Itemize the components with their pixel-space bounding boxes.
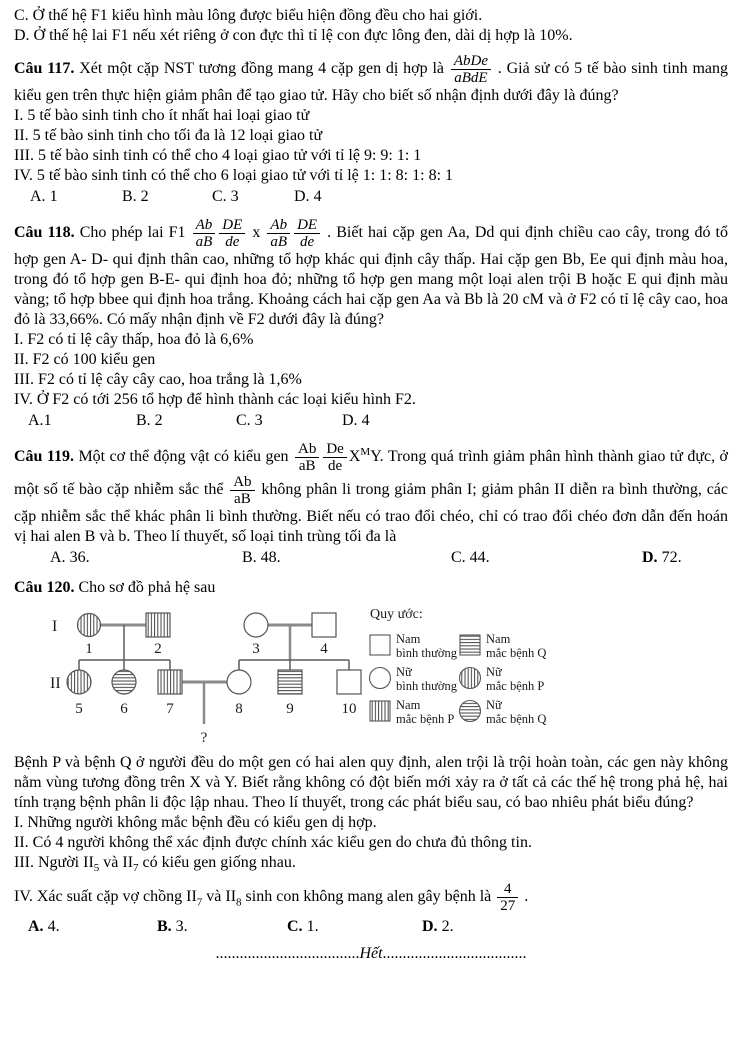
option-value: 72.: [661, 549, 682, 566]
option-letter: A.: [30, 188, 46, 205]
statement-iii: III. 5 tế bào sinh tinh có thể cho 4 loại giao tử với tỉ lệ 9: 9: 1: 1: [14, 147, 422, 164]
option-value: 2.: [441, 918, 454, 936]
statement-iv-text: IV. Xác suất cặp vợ chồng II: [14, 888, 197, 906]
generation-ii-label: II: [50, 675, 61, 692]
question-117-options: [14, 188, 728, 210]
option-c: [287, 918, 319, 936]
statement-ii: II. F2 có 100 kiểu gen: [14, 351, 156, 368]
person-number-1: 1: [85, 641, 93, 657]
pedigree-person-8: [227, 670, 251, 694]
question-118-text: [14, 217, 728, 330]
statement-i: I. F2 có tỉ lệ cây thấp, hoa đỏ là 6,6%: [14, 331, 254, 348]
option-value: 4: [313, 188, 322, 205]
legend-male-diseaseP-line2: mắc bệnh P: [396, 712, 455, 726]
genotype-fraction: [449, 53, 493, 86]
statement-iii: [14, 853, 728, 878]
dots: ....................................: [382, 945, 527, 963]
option-letter: D.: [422, 918, 438, 936]
statement-iii-text: và II: [99, 854, 134, 871]
person-number-10: 10: [341, 701, 357, 717]
option-letter: A.: [28, 918, 44, 936]
legend-female-diseaseP-icon: [460, 668, 481, 689]
legend-male-diseaseP-icon: [370, 701, 390, 721]
option-letter: A.: [50, 549, 66, 566]
pedigree-person-4: [312, 613, 336, 637]
legend-male-normal-line1: Nam: [396, 632, 421, 646]
legend-male-diseaseQ-line2: mắc bệnh Q: [486, 646, 547, 660]
legend-female-diseaseQ-icon: [460, 701, 481, 722]
fraction-denominator: aB: [195, 234, 213, 250]
genotype-fraction: [321, 441, 349, 474]
option-b: [136, 412, 163, 430]
question-118-lead: Cho phép lai F1: [74, 224, 191, 242]
fraction-denominator: aBdE: [454, 70, 488, 86]
question-118: [14, 217, 728, 434]
option-value: 1: [43, 412, 52, 429]
question-120-label: Câu 120.: [14, 579, 75, 596]
option-value: 2: [140, 188, 149, 205]
statement-iii-text: III. Người II: [14, 854, 94, 871]
pedigree-person-7: [158, 670, 182, 694]
fraction-numerator: DE: [219, 217, 245, 234]
answer-line-c: C. Ở thế hệ F1 kiểu hình màu lông được biểu hiện đồng đều cho hai giới.: [14, 7, 483, 24]
option-b: [122, 188, 149, 206]
statement-iv: IV. 5 tế bào sinh tinh có thể cho 6 loại giao tử với tỉ lệ 1: 1: 8: 1: 8: 1: [14, 167, 454, 184]
pedigree-person-6: [112, 670, 136, 694]
legend-male-normal-line2: bình thường: [396, 646, 457, 660]
y-chromosome: Y.: [370, 448, 384, 466]
subscript: 8: [236, 896, 242, 909]
subscript: 7: [196, 896, 203, 909]
option-c: [212, 188, 239, 206]
pedigree-person-10: [337, 670, 361, 694]
end-of-exam-line: [14, 944, 728, 964]
genotype-fraction: [293, 441, 321, 474]
legend-male-diseaseQ-line1: Nam: [486, 632, 511, 646]
option-value: 36.: [69, 549, 90, 566]
answer-line-d: D. Ở thế hệ lai F1 nếu xét riêng ở con đực thì tỉ lệ con đực lông đen, dài dị hợp là 10%.: [14, 27, 573, 44]
legend-female-diseaseQ-line1: Nữ: [486, 698, 502, 712]
option-c: [236, 412, 263, 430]
legend-title: Quy ước:: [370, 607, 423, 622]
question-120-options: [14, 918, 728, 940]
fraction-denominator: de: [225, 234, 240, 250]
statement-ii: II. Có 4 người không thể xác định được chính xác kiểu gen do chưa đủ thông tin.: [14, 834, 532, 851]
question-119-label: Câu 119.: [14, 448, 75, 466]
option-letter: C.: [212, 188, 227, 205]
question-117-label: Câu 117.: [14, 60, 75, 78]
option-a: [28, 918, 60, 936]
het-label: Hết: [359, 945, 383, 963]
question-119: [14, 441, 728, 571]
fraction-numerator: DE: [294, 217, 320, 234]
question-118-options: [14, 412, 728, 434]
pedigree-diagram: [32, 600, 728, 753]
option-letter: D.: [642, 549, 658, 566]
legend-male-diseaseQ-icon: [460, 635, 480, 655]
statement-iii: III. F2 có tỉ lệ cây cây cao, hoa trắng là 1,6%: [14, 371, 302, 388]
fraction-denominator: de: [300, 234, 315, 250]
generation-i-label: I: [52, 618, 58, 635]
question-117-text: [14, 53, 728, 106]
question-118-rest: . Biết hai cặp gen Aa, Dd qui định chiều cao cây, trong đó tổ hợp gen A- D- qui định thân cao, những tổ hợp khác qui định cây thấp. Hai cặp gen Bb, Ee qui định màu hoa, trong đó tổ hợp gen B-E- qui định hoa đỏ; những tổ hợp gen mang một loại alen trội B hoặc E qui định màu vàng; tổ hợp bbee qui định hoa trắng. Khoảng cách hai cặp gen Aa và Bb là 20 cM và ở F2 có tỉ lệ cây cao, hoa đỏ là 33,66%. Có mấy nhận định về F2 dưới đây là đúng?: [14, 224, 728, 328]
legend-female-normal-line1: Nữ: [396, 665, 412, 679]
fraction-numerator: De: [323, 441, 347, 458]
option-d: [422, 918, 454, 936]
option-c: [451, 549, 490, 567]
statement-i: I. 5 tế bào sinh tinh cho ít nhất hai loại giao tử: [14, 107, 310, 124]
question-117-rest: . Giả sử có 5 tế bào sinh tinh mang kiểu gen trên thực hiện giảm phân để tạo giao tử. Hãy cho biết số nhận định dưới đây là đúng?: [14, 60, 729, 104]
question-119-mid: Trong quá trình giảm phân hình thành giao tử đực, ở một số tế bào cặp nhiễm sắc thể: [14, 448, 729, 499]
option-a: [50, 549, 90, 567]
option-value: 44.: [469, 549, 490, 566]
person-number-8: 8: [235, 701, 243, 717]
unknown-child-mark: ?: [200, 730, 208, 746]
option-letter: D.: [342, 412, 358, 429]
fraction-denominator: de: [328, 458, 343, 474]
statement-i: I. Những người không mắc bệnh đều có kiểu gen dị hợp.: [14, 814, 377, 831]
option-letter: B.: [136, 412, 151, 429]
option-letter: A.: [28, 412, 44, 429]
probability-fraction: [495, 881, 520, 914]
option-value: 2: [154, 412, 163, 429]
fraction-numerator: 4: [497, 881, 518, 898]
question-120-lead: Cho sơ đồ phả hệ sau: [74, 579, 216, 596]
question-119-rest: không phân li trong giảm phân I; giảm phân II diễn ra bình thường, các cặp nhiễm sắc thể khác phân li bình thường. Biết nếu có trao đổi chéo, chỉ có trao đổi chéo đơn dẫn đến hoán vị hai alen B và b. Theo lí thuyết, số loại tinh trùng tối đa là: [14, 481, 729, 545]
pedigree-person-9: [278, 670, 302, 694]
question-117: [14, 53, 728, 210]
option-d: [342, 412, 370, 430]
genotype-fraction: [292, 217, 322, 250]
legend-female-diseaseP-line2: mắc bệnh P: [486, 679, 545, 693]
fraction-numerator: Ab: [230, 474, 254, 491]
fraction-denominator: 27: [500, 898, 516, 915]
option-letter: B.: [122, 188, 137, 205]
option-a: [30, 188, 58, 206]
option-value: 4.: [47, 918, 60, 936]
statement-iii-text: có kiểu gen giống nhau.: [138, 854, 296, 871]
option-letter: D.: [294, 188, 310, 205]
person-number-2: 2: [154, 641, 162, 657]
statement-ii: II. 5 tế bào sinh tinh cho tối đa là 12 loại giao tử: [14, 127, 323, 144]
option-b: [242, 549, 281, 567]
question-117-intro: Xét một cặp NST tương đồng mang 4 cặp gen dị hợp là: [74, 60, 449, 78]
genotype-fraction: [228, 474, 256, 507]
question-119-lead: Một cơ thể động vật có kiểu gen: [74, 448, 293, 466]
legend-female-normal-icon: [370, 668, 391, 689]
person-number-6: 6: [120, 701, 128, 717]
fraction-denominator: aB: [270, 234, 288, 250]
person-number-9: 9: [286, 701, 294, 717]
option-letter: C.: [287, 918, 303, 936]
question-120-title: [14, 578, 728, 598]
option-value: 4: [361, 412, 370, 429]
genotype-fraction: [191, 217, 218, 250]
option-value: 48.: [260, 549, 281, 566]
statement-iv: [14, 881, 728, 914]
person-number-5: 5: [75, 701, 83, 717]
dots: ....................................: [215, 945, 360, 963]
option-value: 3.: [175, 918, 188, 936]
legend-male-diseaseP-line1: Nam: [396, 698, 421, 712]
option-d: [642, 549, 682, 567]
pedigree-person-2: [146, 613, 170, 637]
pedigree-svg: [32, 600, 612, 748]
fraction-numerator: Ab: [193, 217, 216, 234]
question-119-text: [14, 441, 728, 547]
legend-female-normal-line2: bình thường: [396, 679, 457, 693]
option-letter: C.: [236, 412, 251, 429]
fraction-denominator: aB: [298, 458, 316, 474]
pedigree-person-1: [78, 614, 101, 637]
x-chromosome: X: [348, 448, 361, 466]
option-letter: B.: [242, 549, 257, 566]
legend-female-diseaseP-line1: Nữ: [486, 665, 502, 679]
person-number-3: 3: [252, 641, 260, 657]
fraction-numerator: AbDe: [451, 53, 491, 70]
genotype-fraction: [265, 217, 292, 250]
option-letter: C.: [451, 549, 466, 566]
option-value: 1.: [306, 918, 319, 936]
fraction-numerator: Ab: [295, 441, 319, 458]
option-value: 1: [49, 188, 58, 205]
pedigree-person-5: [67, 670, 91, 694]
legend-male-normal-icon: [370, 635, 390, 655]
x-superscript: M: [360, 445, 371, 458]
statement-iv-text: và II: [202, 888, 237, 906]
question-118-label: Câu 118.: [14, 224, 75, 242]
person-number-4: 4: [320, 641, 328, 657]
subscript: 5: [93, 862, 100, 875]
question-119-options: [14, 549, 728, 571]
legend-female-diseaseQ-line2: mắc bệnh Q: [486, 712, 547, 726]
option-a: [28, 412, 52, 430]
cross-symbol: x: [247, 224, 266, 242]
option-d: [294, 188, 322, 206]
person-number-7: 7: [166, 701, 174, 717]
question-120: [14, 578, 728, 940]
statement-iv-text: .: [520, 888, 529, 906]
option-value: 3: [230, 188, 239, 205]
fraction-denominator: aB: [234, 491, 251, 507]
pedigree-person-3: [244, 613, 268, 637]
statement-iv: IV. Ở F2 có tới 256 tổ hợp để hình thành các loại kiểu hình F2.: [14, 391, 416, 408]
option-value: 3: [254, 412, 263, 429]
subscript: 7: [133, 862, 139, 875]
option-b: [157, 918, 188, 936]
option-letter: B.: [157, 918, 172, 936]
question-120-body: Bệnh P và bệnh Q ở người đều do một gen có hai alen quy định, alen trội là trội hoàn toàn, các gen này không nằm vùng tương đồng trên X và Y. Biết rằng không có đột biến mới xảy ra ở tất cả các thế hệ trong phả hệ, hai tính trạng bệnh phân li độc lập nhau. Theo lí thuyết, trong các phát biểu sau, có bao nhiêu phát biểu đúng?: [14, 754, 728, 811]
genotype-fraction: [217, 217, 247, 250]
statement-iv-text: sinh con không mang alen gây bệnh là: [241, 888, 496, 906]
fraction-numerator: Ab: [267, 217, 290, 234]
